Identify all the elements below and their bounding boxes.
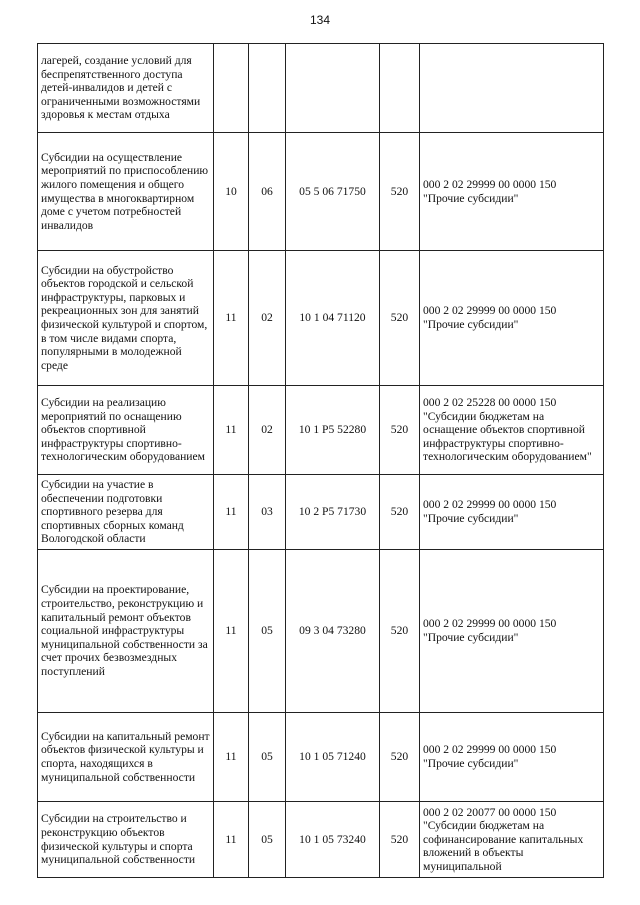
expense-type-code <box>380 44 420 133</box>
table-row <box>38 475 604 550</box>
section-code: 10 <box>214 133 249 251</box>
subsection-code: 02 <box>249 251 286 386</box>
revenue-source-cell <box>420 386 604 475</box>
target-article-code: 10 1 P5 52280 <box>286 386 380 475</box>
expense-type-code: 520 <box>380 550 420 713</box>
revenue-source-cell <box>420 251 604 386</box>
target-article-code <box>286 44 380 133</box>
revenue-source-code: 000 2 02 29999 00 0000 150 <box>423 498 557 512</box>
expense-type-code: 520 <box>380 713 420 802</box>
target-article-code: 05 5 06 71750 <box>286 133 380 251</box>
subsidies-table <box>37 43 604 878</box>
subsection-code: 06 <box>249 133 286 251</box>
expense-type-code: 520 <box>380 133 420 251</box>
revenue-source-cell <box>420 475 604 550</box>
revenue-source-code: 000 2 02 29999 00 0000 150 <box>423 743 557 757</box>
revenue-source-label: "Прочие субсидии" <box>423 631 519 644</box>
subsidy-name-cell <box>38 550 214 713</box>
subsection-code <box>249 44 286 133</box>
section-code: 11 <box>214 550 249 713</box>
subsidy-name: Субсидии на участие в обеспечении подготовки спортивного резерва для спортивных сборных команд Вологодской области <box>41 478 184 546</box>
table-row <box>38 386 604 475</box>
section-code: 11 <box>214 386 249 475</box>
expense-type-code: 520 <box>380 475 420 550</box>
section-code: 11 <box>214 251 249 386</box>
expense-type-code: 520 <box>380 802 420 878</box>
target-article-code: 10 1 04 71120 <box>286 251 380 386</box>
section-code <box>214 44 249 133</box>
revenue-source-label: "Субсидии бюджетам на оснащение объектов спортивной инфраструктуры спортивно-технологическим оборудованием" <box>423 409 592 464</box>
expense-type-code: 520 <box>380 251 420 386</box>
subsection-code: 05 <box>249 802 286 878</box>
revenue-source-label: "Субсидии бюджетам на софинансирование капитальных вложений в объекты муниципальной <box>423 819 584 873</box>
target-article-code: 10 1 05 71240 <box>286 713 380 802</box>
subsidy-name: Субсидии на реализацию мероприятий по оснащению объектов спортивной инфраструктуры спортивно-технологическим оборудованием <box>41 396 205 464</box>
subsidy-name-cell <box>38 713 214 802</box>
target-article-code: 10 1 05 73240 <box>286 802 380 878</box>
subsection-code: 03 <box>249 475 286 550</box>
revenue-source-code: 000 2 02 29999 00 0000 150 <box>423 177 557 191</box>
revenue-source-label: "Прочие субсидии" <box>423 512 519 525</box>
revenue-source-code: 000 2 02 29999 00 0000 150 <box>423 304 557 318</box>
subsidy-name: лагерей, создание условий для беспрепятственного доступа детей-инвалидов и детей с ограниченными возможностями здоровья к местам отдыха <box>41 54 201 122</box>
revenue-source-label: "Прочие субсидии" <box>423 191 519 205</box>
revenue-source-cell <box>420 133 604 251</box>
subsection-code: 05 <box>249 713 286 802</box>
revenue-source-code: 000 2 02 29999 00 0000 150 <box>423 617 557 631</box>
revenue-source-cell <box>420 802 604 878</box>
target-article-code: 10 2 P5 71730 <box>286 475 380 550</box>
subsidy-name-cell <box>38 386 214 475</box>
table-row <box>38 251 604 386</box>
table-row <box>38 550 604 713</box>
subsection-code: 05 <box>249 550 286 713</box>
revenue-source-label: "Прочие субсидии" <box>423 757 519 770</box>
revenue-source-cell <box>420 550 604 713</box>
table-row <box>38 44 604 133</box>
section-code: 11 <box>214 802 249 878</box>
subsidy-name: Субсидии на капитальный ремонт объектов физической культуры и спорта, находящихся в муниципальной собственности <box>41 729 210 784</box>
section-code: 11 <box>214 475 249 550</box>
section-code: 11 <box>214 713 249 802</box>
subsidy-name: Субсидии на осуществление мероприятий по приспособлению жилого помещения и общего имущества в многоквартирном доме с учетом потребностей инвалидов <box>41 150 209 232</box>
revenue-source-cell <box>420 44 604 133</box>
subsidy-name-cell <box>38 44 214 133</box>
revenue-source-cell <box>420 713 604 802</box>
subsection-code: 02 <box>249 386 286 475</box>
subsidy-name: Субсидии на проектирование, строительство, реконструкцию и капитальный ремонт объектов социальной инфраструктуры муниципальной собственности за счет прочих безвозмездных поступлений <box>41 583 208 678</box>
subsidy-name-cell <box>38 475 214 550</box>
table-row <box>38 802 604 878</box>
target-article-code: 09 3 04 73280 <box>286 550 380 713</box>
subsidy-name-cell <box>38 133 214 251</box>
expense-type-code: 520 <box>380 386 420 475</box>
subsidy-name: Субсидии на строительство и реконструкцию объектов физической культуры и спорта муниципальной собственности <box>41 812 196 867</box>
subsidy-name-cell <box>38 802 214 878</box>
subsidy-name: Субсидии на обустройство объектов городской и сельской инфраструктуры, парковых и рекреационных зон для занятий физической культурой и спортом, в том числе видами спорта, популярными в молодежной среде <box>41 263 208 372</box>
revenue-source-label: "Прочие субсидии" <box>423 318 519 331</box>
subsidy-name-cell <box>38 251 214 386</box>
revenue-source-code: 000 2 02 20077 00 0000 150 <box>423 805 557 819</box>
table-row <box>38 133 604 251</box>
table-row <box>38 713 604 802</box>
page-number: 134 <box>309 13 331 27</box>
revenue-source-code: 000 2 02 25228 00 0000 150 <box>423 396 557 410</box>
